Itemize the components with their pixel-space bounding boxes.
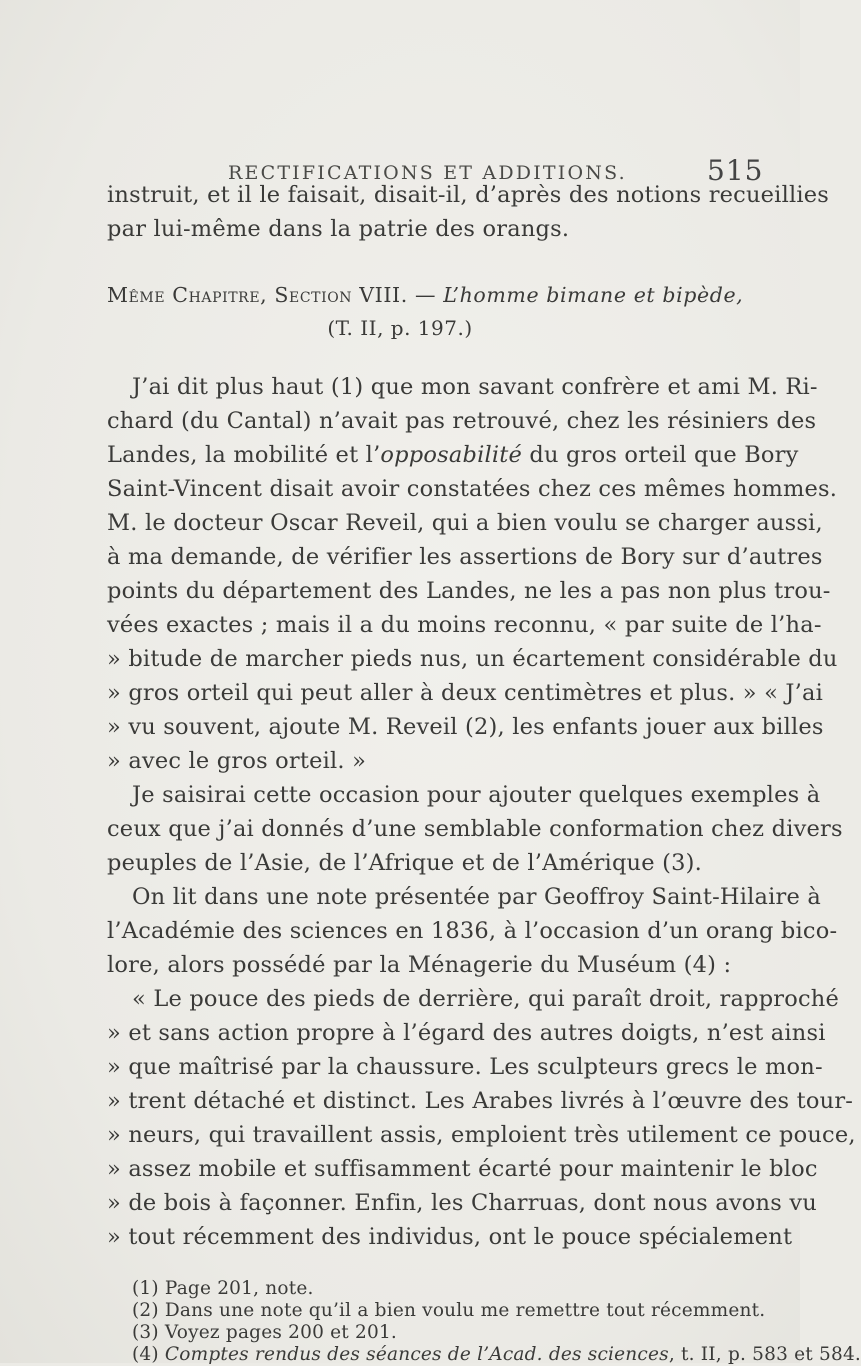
text-span: Landes, la mobilité et l’ xyxy=(107,442,381,468)
text-line: instruit, et il le faisait, disait-il, d’après des notions recueillies xyxy=(107,182,830,208)
text-line: » trent détaché et distinct. Les Arabes livrés à l’œuvre des tour- xyxy=(107,1088,854,1114)
text-line xyxy=(107,440,799,470)
text-line: « Le pouce des pieds de derrière, qui paraît droit, rapproché xyxy=(132,986,840,1012)
text-line: On lit dans une note présentée par Geoffroy Saint-Hilaire à xyxy=(132,884,821,910)
footnote: (1) Page 201, note. xyxy=(132,1278,314,1299)
text-line: Saint-Vincent disait avoir constatées chez ces mêmes hommes. xyxy=(107,476,838,502)
text-line: » neurs, qui travaillent assis, emploient très utilement ce pouce, xyxy=(107,1122,856,1148)
text-line: points du département des Landes, ne les a pas non plus trou- xyxy=(107,578,831,604)
page-number: 515 xyxy=(707,154,764,187)
text-line: » bitude de marcher pieds nus, un écartement considérable du xyxy=(107,646,838,672)
section-heading-dash: — xyxy=(407,283,444,307)
text-line: » vu souvent, ajoute M. Reveil (2), les enfants jouer aux billes xyxy=(107,714,824,740)
text-line: Je saisirai cette occasion pour ajouter quelques exemples à xyxy=(132,782,821,808)
footnote: (2) Dans une note qu’il a bien voulu me remettre tout récemment. xyxy=(132,1300,766,1321)
text-line: » avec le gros orteil. » xyxy=(107,748,367,774)
text-line: » et sans action propre à l’égard des autres doigts, n’est ainsi xyxy=(107,1020,826,1046)
section-heading-chapter: Même Chapitre, Section VIII. xyxy=(107,283,408,307)
running-head: RECTIFICATIONS ET ADDITIONS. xyxy=(228,162,627,184)
text-line: » gros orteil qui peut aller à deux centimètres et plus. » « J’ai xyxy=(107,680,823,706)
italic-term: opposabilité xyxy=(380,442,523,468)
text-line: » de bois à façonner. Enfin, les Charruas, dont nous avons vu xyxy=(107,1190,817,1216)
text-line: l’Académie des sciences en 1836, à l’occasion d’un orang bico- xyxy=(107,918,838,944)
text-line: vées exactes ; mais il a du moins reconnu, « par suite de l’ha- xyxy=(107,612,822,638)
text-line: lore, alors possédé par la Ménagerie du Muséum (4) : xyxy=(107,952,732,978)
text-line: par lui-même dans la patrie des orangs. xyxy=(107,216,570,242)
text-line: peuples de l’Asie, de l’Afrique et de l’Amérique (3). xyxy=(107,850,702,876)
footnote-source-title: Comptes rendus des séances de l’Acad. des sciences xyxy=(164,1344,669,1365)
text-line: J’ai dit plus haut (1) que mon savant confrère et ami M. Ri- xyxy=(132,374,818,400)
footnote: (3) Voyez pages 200 et 201. xyxy=(132,1322,397,1343)
text-line: à ma demande, de vérifier les assertions de Bory sur d’autres xyxy=(107,544,823,570)
text-line: ceux que j’ai donnés d’une semblable conformation chez divers xyxy=(107,816,843,842)
text-line: » que maîtrisé par la chaussure. Les sculpteurs grecs le mon- xyxy=(107,1054,823,1080)
text-line: M. le docteur Oscar Reveil, qui a bien voulu se charger aussi, xyxy=(107,510,823,536)
section-heading xyxy=(107,280,744,310)
text-line: » assez mobile et suffisamment écarté pour maintenir le bloc xyxy=(107,1156,818,1182)
section-reference: (T. II, p. 197.) xyxy=(327,316,473,340)
text-line: chard (du Cantal) n’avait pas retrouvé, chez les résiniers des xyxy=(107,408,817,434)
footnote-number: (4) xyxy=(132,1344,165,1365)
footnote xyxy=(132,1344,861,1366)
footnote-source-pages: , t. II, p. 583 et 584. xyxy=(668,1344,861,1365)
text-line: » tout récemment des individus, ont le pouce spécialement xyxy=(107,1224,793,1250)
section-heading-title: L’homme bimane et bipède, xyxy=(443,283,744,307)
text-span: du gros orteil que Bory xyxy=(522,442,799,468)
